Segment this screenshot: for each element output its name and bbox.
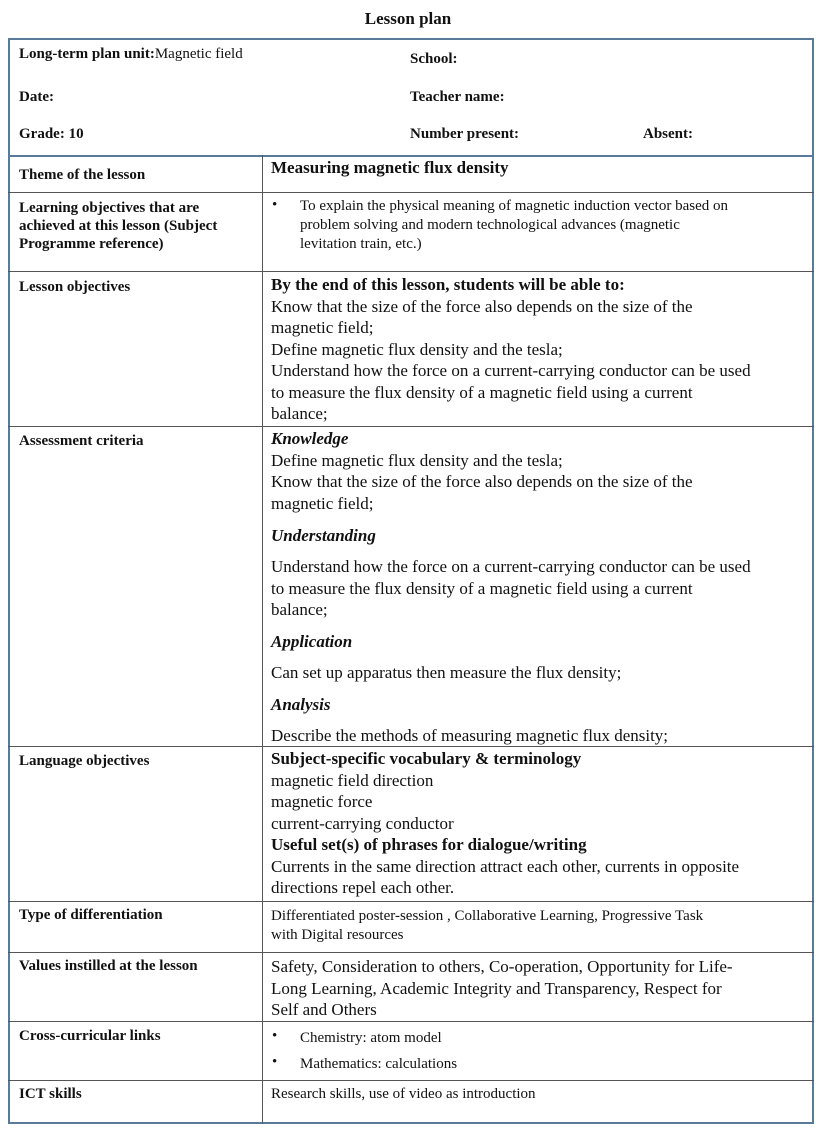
- divider: [8, 271, 814, 272]
- application-line: Can set up apparatus then measure the flux density;: [271, 663, 622, 682]
- divider: [8, 1021, 814, 1022]
- cross-curricular-label: Cross-curricular links: [19, 1028, 161, 1044]
- phrases-heading: Useful set(s) of phrases for dialogue/writing: [271, 835, 587, 854]
- text-line: balance;: [271, 404, 328, 423]
- text-line: Self and Others: [271, 1000, 377, 1019]
- application-heading: Application: [271, 632, 353, 651]
- text-line: levitation train, etc.): [300, 236, 422, 252]
- cross-curricular-item: Chemistry: atom model: [300, 1030, 442, 1046]
- cross-curricular-item: Mathematics: calculations: [300, 1056, 458, 1072]
- text-line: balance;: [271, 600, 328, 619]
- text-line: Know that the size of the force also depends on the size of the: [271, 472, 693, 491]
- text-line: directions repel each other.: [271, 878, 455, 897]
- label-line: Programme reference): [19, 236, 164, 252]
- learning-objective-item: [300, 197, 728, 254]
- text-line: magnetic field;: [271, 318, 374, 337]
- date-label: Date:: [19, 89, 54, 105]
- absent-label: Absent:: [643, 126, 694, 142]
- text-line: with Digital resources: [271, 927, 404, 943]
- text-line: magnetic field direction: [271, 770, 434, 790]
- theme-label: Theme of the lesson: [19, 167, 146, 183]
- divider: [8, 192, 814, 193]
- label-line: achieved at this lesson (Subject: [19, 218, 218, 234]
- grade-label: Grade: 10: [19, 126, 84, 142]
- unit-value: Magnetic field: [154, 46, 243, 62]
- present-label: Number present:: [410, 126, 520, 142]
- label-line: Learning objectives that are: [19, 200, 200, 216]
- unit-field: [19, 46, 243, 63]
- lesson-objectives-content: [271, 274, 751, 425]
- page-title: Lesson plan: [364, 9, 452, 28]
- school-label: School:: [410, 51, 458, 67]
- knowledge-heading: Knowledge: [271, 429, 349, 448]
- assessment-knowledge: [271, 428, 693, 514]
- lesson-objectives-label: Lesson objectives: [19, 279, 131, 295]
- unit-label: Long-term plan unit:: [19, 46, 155, 62]
- bullet-icon: •: [272, 1054, 278, 1070]
- text-line: To explain the physical meaning of magnetic induction vector based on: [300, 198, 728, 214]
- language-objectives-label: Language objectives: [19, 753, 150, 769]
- assessment-understanding: [271, 556, 751, 621]
- text-line: to measure the flux density of a magnetic field using a current: [271, 578, 693, 598]
- vocab-heading: Subject-specific vocabulary & terminology: [271, 749, 582, 768]
- text-line: Differentiated poster-session , Collaborative Learning, Progressive Task: [271, 908, 704, 924]
- values-content: [271, 956, 733, 1021]
- bullet-icon: •: [272, 197, 278, 213]
- divider: [8, 1080, 814, 1081]
- theme-value: Measuring magnetic flux density: [271, 158, 509, 177]
- text-line: magnetic force: [271, 792, 373, 811]
- values-label: Values instilled at the lesson: [19, 958, 198, 974]
- text-line: Currents in the same direction attract each other, currents in opposite: [271, 856, 740, 876]
- teacher-label: Teacher name:: [410, 89, 505, 105]
- text-line: Safety, Consideration to others, Co-operation, Opportunity for Life-: [271, 957, 733, 976]
- text-line: Understand how the force on a current-carrying conductor can be used: [271, 361, 751, 380]
- text-line: Know that the size of the force also depends on the size of the: [271, 296, 693, 316]
- divider: [8, 952, 814, 953]
- assessment-label: Assessment criteria: [19, 433, 144, 449]
- text-line: Long Learning, Academic Integrity and Transparency, Respect for: [271, 978, 722, 998]
- learning-objectives-label: [19, 199, 217, 253]
- language-objectives-content: [271, 748, 739, 899]
- text-line: to measure the flux density of a magnetic field using a current: [271, 382, 693, 402]
- text-line: Understand how the force on a current-carrying conductor can be used: [271, 557, 751, 576]
- text-line: magnetic field;: [271, 493, 374, 513]
- divider: [8, 901, 814, 902]
- divider: [8, 426, 814, 427]
- text-line: current-carrying conductor: [271, 813, 454, 833]
- lesson-objectives-heading: By the end of this lesson, students will be able to:: [271, 275, 625, 294]
- text-line: problem solving and modern technological advances (magnetic: [300, 217, 680, 233]
- bullet-icon: •: [272, 1028, 278, 1044]
- analysis-line: Describe the methods of measuring magnetic flux density;: [271, 726, 669, 745]
- differentiation-label: Type of differentiation: [19, 907, 163, 923]
- text-line: Define magnetic flux density and the tesla;: [271, 450, 563, 470]
- text-line: Define magnetic flux density and the tesla;: [271, 339, 563, 359]
- column-divider: [262, 155, 263, 1124]
- analysis-heading: Analysis: [271, 695, 331, 714]
- understanding-heading: Understanding: [271, 526, 376, 545]
- ict-label: ICT skills: [19, 1086, 82, 1102]
- ict-value: Research skills, use of video as introduction: [271, 1086, 536, 1102]
- differentiation-content: [271, 907, 703, 945]
